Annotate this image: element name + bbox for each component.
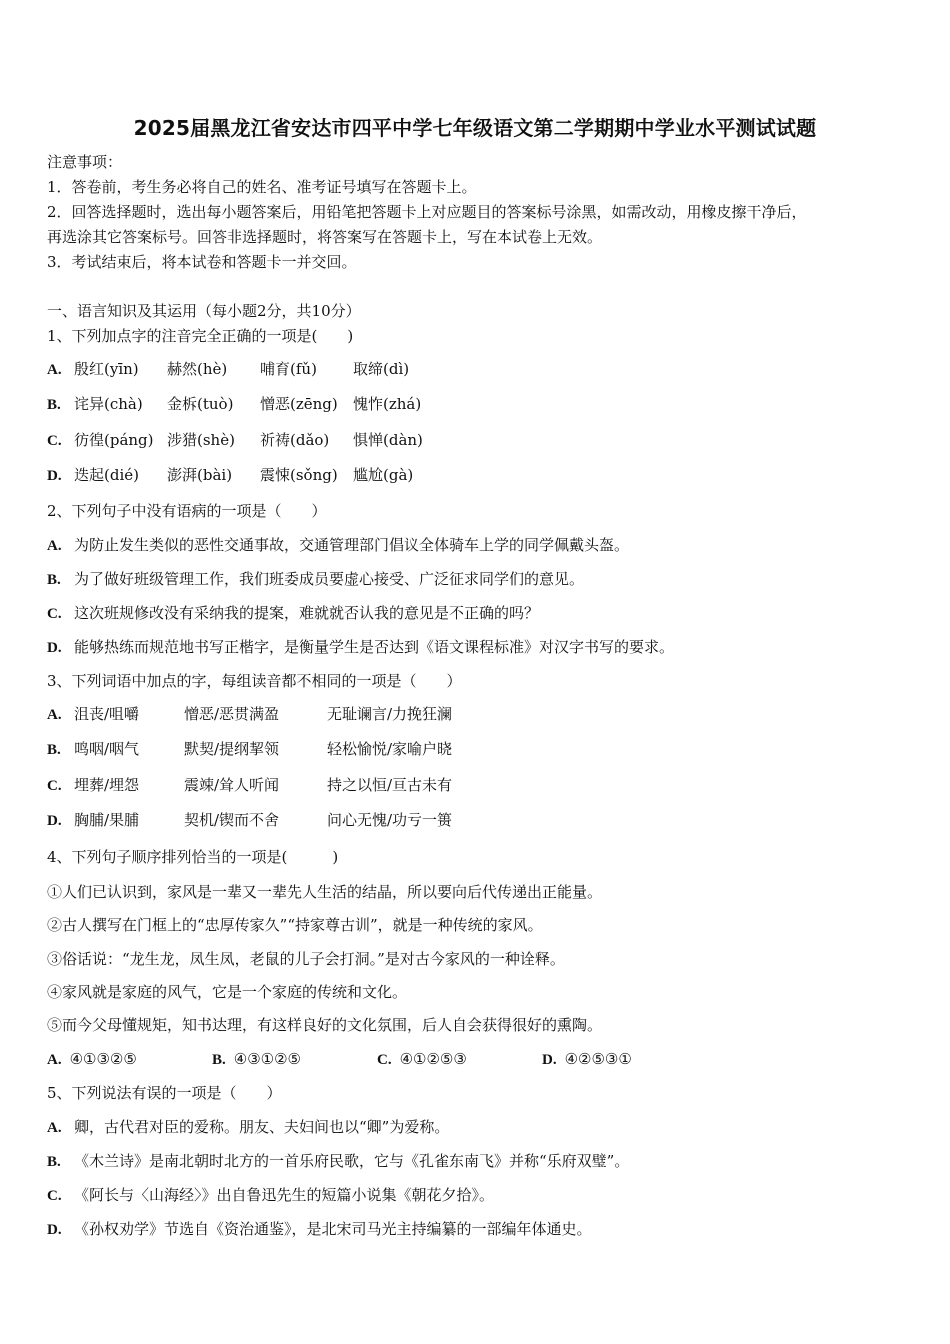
option-word: 问心无愧/功亏一篑 [327, 811, 453, 829]
option-key: A. [47, 1052, 62, 1068]
question-2-option-c [47, 603, 539, 624]
question-2-option-d [47, 637, 674, 658]
notice-item: 2．回答选择题时，选出每小题答案后，用铅笔把答题卡上对应题目的答案标号涂黑，如需改动，用橡皮擦干净后， [47, 203, 807, 221]
option-word: 尴尬(gà) [353, 466, 414, 484]
question-4-answers [47, 1049, 707, 1070]
option-word: 惧惮(dàn) [353, 431, 423, 449]
question-2-option-b [47, 569, 584, 590]
question-5-option-b [47, 1151, 629, 1172]
answer-option-a [47, 1049, 212, 1070]
option-word: 无耻谰言/力挽狂澜 [327, 705, 453, 723]
option-key: D. [542, 1052, 557, 1068]
option-key: B. [47, 397, 61, 413]
option-key: C. [47, 1188, 62, 1204]
question-1-option-b [47, 394, 446, 415]
option-text: 这次班规修改没有采纳我的提案，难就就否认我的意见是不正确的吗？ [74, 604, 540, 622]
option-word: 取缔(dì) [353, 360, 410, 378]
question-1-option-d [47, 465, 446, 486]
notice-item: 1．答卷前，考生务必将自己的姓名、准考证号填写在答题卡上。 [47, 178, 477, 196]
option-text: ④①②⑤③ [399, 1050, 467, 1068]
question-5-option-a [47, 1117, 449, 1138]
notice-item: 3．考试结束后，将本试卷和答题卡一并交回。 [47, 253, 357, 271]
option-word: 哺育(fǔ) [260, 360, 317, 378]
question-4-sentence: ⑤而今父母懂规矩，知书达理，有这样良好的文化氛围，后人自会获得很好的熏陶。 [47, 1016, 603, 1034]
option-text: ④①③②⑤ [69, 1050, 137, 1068]
option-key: C. [47, 606, 62, 622]
question-3-stem: 3、下列词语中加点的字，每组读音都不相同的一项是（ ） [47, 672, 462, 690]
option-key: B. [47, 742, 61, 758]
question-4-sentence: ①人们已认识到，家风是一辈又一辈先人生活的结晶，所以要向后代传递出正能量。 [47, 883, 603, 901]
option-key: C. [47, 433, 62, 449]
option-word: 赫然(hè) [167, 360, 228, 378]
question-1-stem: 1、下列加点字的注音完全正确的一项是( ) [47, 327, 354, 345]
option-text: ④②⑤③① [564, 1050, 632, 1068]
question-3-option-c [47, 775, 452, 796]
question-3-option-a [47, 704, 452, 725]
option-word: 震悚(sǒng) [260, 466, 338, 484]
option-word: 迭起(dié) [74, 466, 139, 484]
option-word: 殷红(yīn) [74, 360, 139, 378]
option-word: 鸣咽/咽气 [74, 740, 140, 758]
exam-title: 2025届黑龙江省安达市四平中学七年级语文第二学期期中学业水平测试试题 [133, 116, 817, 140]
question-3-option-b [47, 739, 452, 760]
question-4-sentence: ③俗话说：“龙生龙，凤生凤，老鼠的儿子会打洞。”是对古今家风的一种诠释。 [47, 950, 565, 968]
answer-option-c [377, 1049, 542, 1070]
answer-option-b [212, 1049, 377, 1070]
question-2-option-a [47, 535, 629, 556]
question-5-stem: 5、下列说法有误的一项是（ ） [47, 1084, 282, 1102]
question-4-sentence: ④家风就是家庭的风气，它是一个家庭的传统和文化。 [47, 983, 408, 1001]
option-key: A. [47, 538, 62, 554]
option-word: 持之以恒/亘古未有 [327, 776, 453, 794]
section-heading: 一、语言知识及其运用（每小题2分，共10分） [47, 302, 361, 320]
question-4-stem: 4、下列句子顺序排列恰当的一项是( ) [47, 848, 339, 866]
question-1-option-c [47, 430, 446, 451]
question-2-stem: 2、下列句子中没有语病的一项是（ ） [47, 502, 327, 520]
option-word: 胸脯/果脯 [74, 811, 140, 829]
option-word: 憎恶/恶贯满盈 [184, 705, 280, 723]
option-key: C. [47, 778, 62, 794]
option-word: 轻松愉悦/家喻户晓 [327, 740, 453, 758]
option-key: B. [47, 1154, 61, 1170]
option-word: 憎恶(zēng) [260, 395, 338, 413]
option-key: B. [47, 572, 61, 588]
question-4-sentence: ②古人撰写在门框上的“忠厚传家久”“持家尊古训”，就是一种传统的家风。 [47, 916, 543, 934]
option-word: 涉猎(shè) [167, 431, 235, 449]
option-key: D. [47, 813, 62, 829]
option-key: C. [377, 1052, 392, 1068]
option-key: D. [47, 1222, 62, 1238]
option-key: A. [47, 707, 62, 723]
notice-item: 再选涂其它答案标号。回答非选择题时，将答案写在答题卡上，写在本试卷上无效。 [47, 228, 603, 246]
option-text: 《孙权劝学》节选自《资治通鉴》，是北宋司马光主持编纂的一部编年体通史。 [74, 1220, 592, 1238]
notice-heading: 注意事项： [47, 153, 123, 171]
option-word: 沮丧/咀嚼 [74, 705, 140, 723]
option-text: 为了做好班级管理工作，我们班委成员要虚心接受、广泛征求同学们的意见。 [74, 570, 585, 588]
option-word: 震竦/耸人听闻 [184, 776, 280, 794]
option-key: D. [47, 640, 62, 656]
option-text: 卿，古代君对臣的爱称。朋友、夫妇间也以“卿”为爱称。 [74, 1118, 450, 1136]
answer-option-d [542, 1049, 707, 1070]
option-word: 愧怍(zhá) [353, 395, 422, 413]
option-text: 《阿长与〈山海经〉》出自鲁迅先生的短篇小说集《朝花夕拾》。 [74, 1186, 495, 1204]
question-1-option-a [47, 359, 446, 380]
option-word: 埋葬/埋怨 [74, 776, 140, 794]
option-word: 金柝(tuò) [167, 395, 234, 413]
option-word: 彷徨(páng) [74, 431, 154, 449]
option-text: 《木兰诗》是南北朝时北方的一首乐府民歌，它与《孔雀东南飞》并称“乐府双璧”。 [74, 1152, 630, 1170]
option-key: D. [47, 468, 62, 484]
option-key: B. [212, 1052, 226, 1068]
option-word: 澎湃(bài) [167, 466, 233, 484]
option-text: 能够热练而规范地书写正楷字，是衡量学生是否达到《语文课程标准》对汉字书写的要求。 [74, 638, 675, 656]
option-word: 诧异(chà) [74, 395, 143, 413]
question-5-option-c [47, 1185, 494, 1206]
question-5-option-d [47, 1219, 592, 1240]
option-word: 祈祷(dǎo) [260, 431, 330, 449]
option-text: ④③①②⑤ [233, 1050, 302, 1068]
option-key: A. [47, 1120, 62, 1136]
option-key: A. [47, 362, 62, 378]
option-text: 为防止发生类似的恶性交通事故，交通管理部门倡议全体骑车上学的同学佩戴头盔。 [74, 536, 630, 554]
question-3-option-d [47, 810, 452, 831]
option-word: 默契/提纲挈领 [184, 740, 280, 758]
option-word: 契机/锲而不舍 [184, 811, 280, 829]
